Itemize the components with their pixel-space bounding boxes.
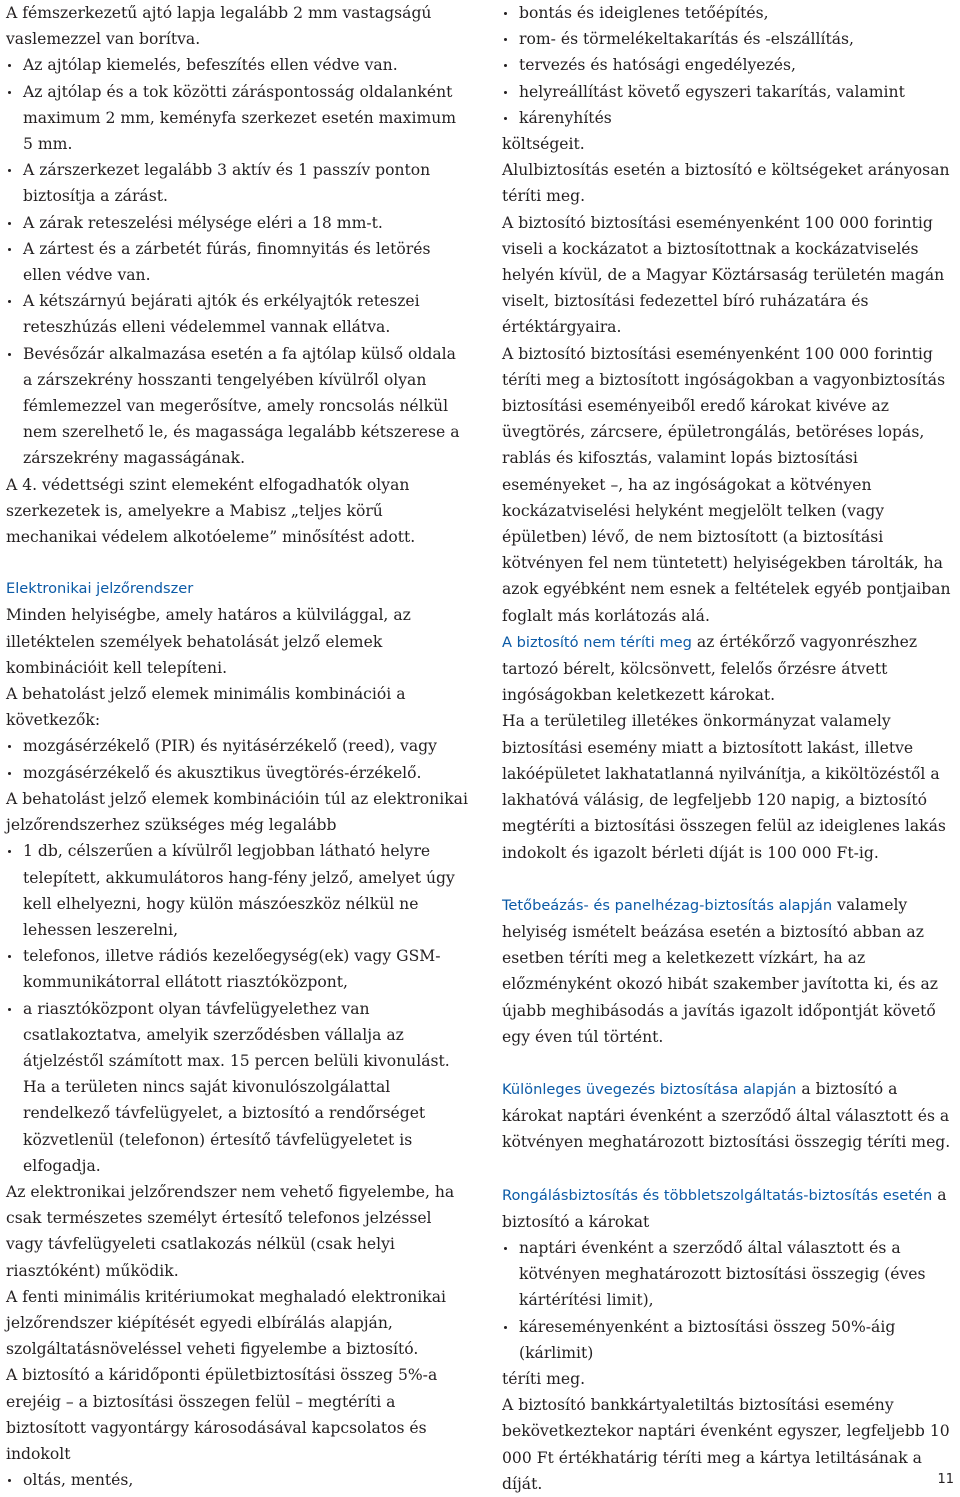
- list-item: oltás, mentés,: [6, 1467, 468, 1493]
- list-item: Bevésőzár alkalmazása esetén a fa ajtólap külső oldala a zárszekrény hosszanti tengelyében kívülről olyan fémlemezzel van megerősítve, amely roncsolás nélkül nem szerelhető le, és magassága legalább kétszerese a zárszekrény magasságának.: [6, 341, 468, 472]
- list-item: bontás és ideiglenes tetőépítés,: [502, 0, 958, 26]
- list-item: Az ajtólap és a tok közötti záráspontosság oldalanként maximum 2 mm, keményfa szerkezet esetén maximum 5 mm.: [6, 79, 468, 158]
- vandalism-list: [502, 1235, 958, 1366]
- alarm-indented-paragraph: Ha a területen nincs saját kivonulószolgálattal rendelkező távfelügyelet, a biztosító a rendőrséget közvetlenül (telefonon) értesítő távfelügyeletet is elfogadja.: [23, 1078, 426, 1175]
- costs-paragraph: költségeit.: [502, 135, 585, 154]
- exclusion-highlight: A biztosító nem téríti meg: [502, 633, 692, 651]
- list-item: helyreállítást követő egyszeri takarítás, valamint: [502, 79, 958, 105]
- list-item: a riasztóközpont olyan távfelügyelethez van csatlakoztatva, amelyik szerződésben vállalja az átjelzéstől számított max. 15 percen belüli kivonulást.: [6, 996, 468, 1075]
- glass-highlight: Különleges üvegezés biztosítása alapján: [502, 1080, 797, 1098]
- list-item: A zárszerkezet legalább 3 aktív és 1 passzív ponton biztosítja a zárást.: [6, 157, 468, 209]
- alarm-paragraph: Az elektronikai jelzőrendszer nem vehető figyelembe, ha csak természetes személyt értesítő telefonos jelzéssel vagy távfelügyeleti csatlakozás nélkül (csak helyi riasztóként) működik.: [6, 1182, 455, 1280]
- list-item: A kétszárnyú bejárati ajtók és erkélyajtók reteszei reteszhúzás elleni védelemmel vannak ellátva.: [6, 288, 468, 340]
- right-column: [502, 0, 958, 1497]
- vandalism-highlight: Rongálásbiztosítás és többletszolgáltatás-biztosítás esetén: [502, 1186, 933, 1204]
- door-intro: A fémszerkezetű ajtó lapja legalább 2 mm vastagságú vaslemezzel van borítva.: [6, 4, 432, 49]
- list-item: A zárak reteszelési mélysége eléri a 18 mm-t.: [6, 210, 468, 236]
- door-requirements-list: [6, 52, 468, 471]
- list-item: tervezés és hatósági engedélyezés,: [502, 52, 958, 78]
- list-item: kárenyhítés: [502, 105, 958, 131]
- moved-property-paragraph: A biztosító biztosítási eseményenként 100 000 forintig téríti meg a biztosított ingóságokban a vagyonbiztosítás biztosítási eseményeiből eredő károkat kivéve az üvegtörés, zárcsere, épületrongálás, betöréses lopás, rablás és kifosztás, valamint lopás biztosítási eseményeket –, ha az ingóságokat a kötvényen kockázatviselési helyként megjelölt telken (vagy épületben) lévő, de nem biztosított (a biztosítási kötvényen fel nem tüntetett) helyiségekben tárolták, ha azok egyébként nem esnek a feltételek egyéb pontjaiban foglalt más korlátozás alá.: [502, 344, 951, 625]
- glass-paragraph: [502, 1076, 958, 1156]
- list-item: telefonos, illetve rádiós kezelőegység(ek) vagy GSM-kommunikátorral ellátott riasztóközpont,: [6, 943, 468, 995]
- list-item: mozgásérzékelő és akusztikus üvegtörés-érzékelő.: [6, 760, 468, 786]
- alarm-paragraph: Minden helyiségbe, amely határos a külvilággal, az illetéktelen személyek behatolását jelző elemek kombinációit kell telepíteni.: [6, 606, 411, 677]
- exclusion-text: az értékőrző vagyonrészhez tartozó bérelt, kölcsönvett, felelős őrzésre átvett ingóságokban keletkezett károkat.: [502, 632, 918, 705]
- underinsurance-paragraph: Alulbiztosítás esetén a biztosító e költségeket arányosan téríti meg.: [502, 161, 950, 206]
- vandalism-tail: téríti meg.: [502, 1369, 586, 1388]
- roof-paragraph: [502, 892, 958, 1050]
- alarm-heading: Elektronikai jelzőrendszer: [6, 580, 194, 598]
- cost-list-start: [6, 1467, 468, 1493]
- list-item: 1 db, célszerűen a kívülről legjobban látható helyre telepített, akkumulátoros hang-fény jelző, amelyet úgy kell elhelyezni, hogy külön mászóeszköz nélkül ne lehessen leszerelni,: [6, 838, 468, 943]
- left-column: [6, 0, 468, 1493]
- alarm-paragraph: A biztosító a káridőponti épületbiztosítási összeg 5%-a erejéig – a biztosítási összegen felül – megtéríti a biztosított vagyontárgy károsodásával kapcsolatos és indokolt: [6, 1366, 438, 1463]
- alarm-paragraph: A behatolást jelző elemek minimális kombinációi a következők:: [6, 685, 406, 730]
- housing-paragraph: Ha a területileg illetékes önkormányzat valamely biztosítási esemény miatt a biztosított lakást, illetve lakóépületet lakhatatlanná nyilvánítja, a kiköltözéstől a lakhatóvá válásig, de legfeljebb 120 napig, a biztosító megtéríti a biztosítási összegen felül az ideiglenes lakás indokolt és igazolt bérleti díját is 100 000 Ft-ig.: [502, 712, 946, 862]
- sensor-combination-list: [6, 733, 468, 785]
- list-item: káreseményenként a biztosítási összeg 50%-áig (kárlimit): [502, 1314, 958, 1366]
- list-item: A zártest és a zárbetét fúrás, finomnyitás és letörés ellen védve van.: [6, 236, 468, 288]
- card-block-paragraph: A biztosító bankkártyaletiltás biztosítási esemény bekövetkeztekor naptári évenként egyszer, legfeljebb 10 000 Ft értékhatárig téríti meg a kártya letiltásának a díját.: [502, 1396, 950, 1493]
- roof-text: valamely helyiség ismételt beázása esetén a biztosító abban az esetben téríti meg a keletkezett vízkárt, ha az előzményként okozó hibát szakember javította ki, és az újabb meghibásodás a javítás igazolt időpontját követő egy éven túl történt.: [502, 895, 938, 1046]
- vandalism-text: a biztosító a károkat: [502, 1185, 947, 1231]
- alarm-paragraph: A behatolást jelző elemek kombinációin túl az elektronikai jelzőrendszerhez szükséges még legalább: [6, 789, 468, 835]
- outside-location-paragraph: A biztosító biztosítási eseményenként 100 000 forintig viseli a kockázatot a biztosítottnak a kockázatviselés helyén kívül, de a Magyar Köztársaság területén magán viselt, biztosítási fedezettel bíró ruházatára és értéktárgyaira.: [502, 213, 945, 337]
- cost-list-continued: [502, 0, 958, 131]
- alarm-requirements-list: [6, 838, 468, 1074]
- glass-text: a biztosító a károkat naptári évenként a szerződő által választott és a kötvényen meghatározott biztosítási összegig téríti meg.: [502, 1079, 951, 1152]
- page-number: 11: [937, 1471, 954, 1487]
- level4-paragraph: A 4. védettségi szint elemeként elfogadhatók olyan szerkezetek is, amelyekre a Mabisz „teljes körű mechanikai védelem alkotóeleme” minősítést adott.: [6, 475, 416, 547]
- alarm-paragraph: A fenti minimális kritériumokat meghaladó elektronikai jelzőrendszer kiépítését egyedi elbírálás alapján, szolgáltatásnöveléssel veheti figyelembe a biztosító.: [6, 1287, 447, 1359]
- list-item: mozgásérzékelő (PIR) és nyitásérzékelő (reed), vagy: [6, 733, 468, 759]
- list-item: rom- és törmelékeltakarítás és -elszállítás,: [502, 26, 958, 52]
- list-item: Az ajtólap kiemelés, befeszítés ellen védve van.: [6, 52, 468, 78]
- vandalism-paragraph: [502, 1182, 958, 1235]
- roof-highlight: Tetőbeázás- és panelhézag-biztosítás alapján: [502, 896, 833, 914]
- exclusion-paragraph: [502, 629, 958, 709]
- list-item: naptári évenként a szerződő által választott és a kötvényen meghatározott biztosítási összegig (éves kártérítési limit),: [502, 1235, 958, 1314]
